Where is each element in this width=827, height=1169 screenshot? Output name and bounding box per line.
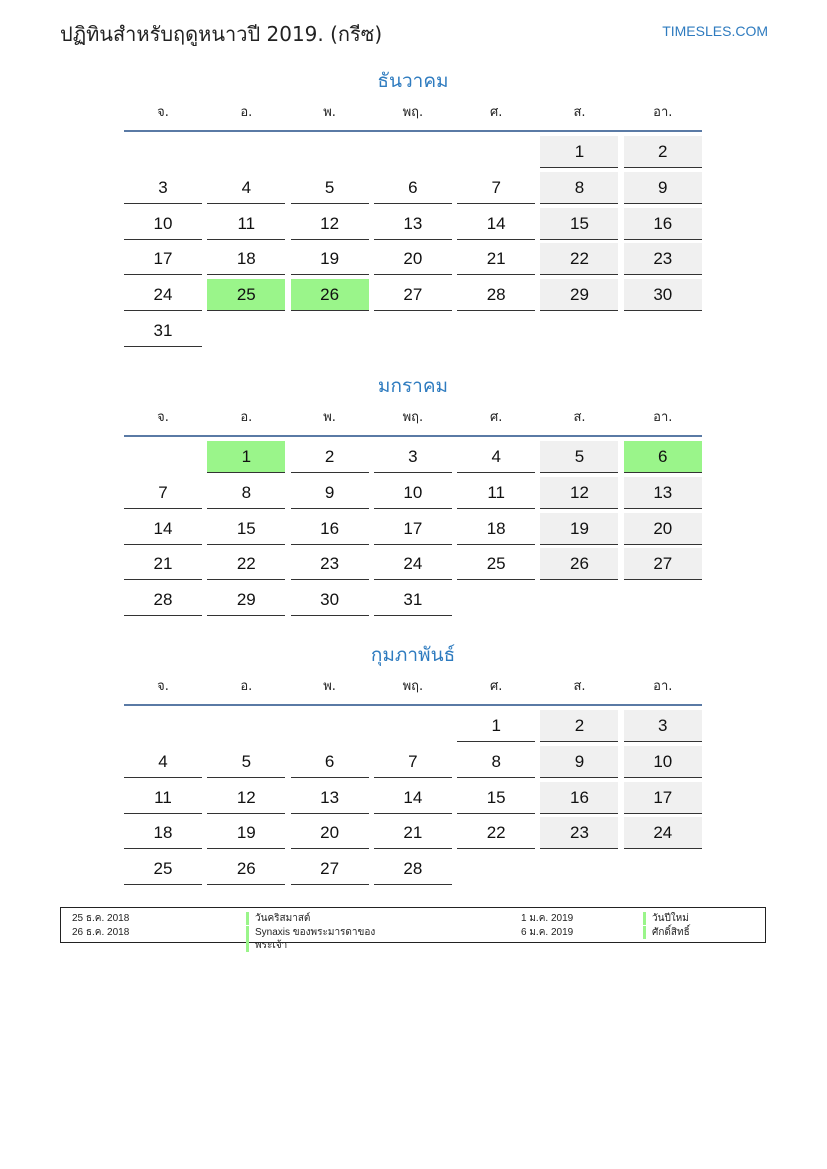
day-cell: 23 [624,243,702,275]
day-cell: 4 [457,441,535,473]
day-cell: 19 [291,243,369,275]
day-cell: 28 [374,853,452,885]
legend-holiday-name: Synaxis ของพระมารดาของพระเจ้า [246,926,402,952]
holiday-day-cell: 25 [207,279,285,311]
day-cell: 25 [124,853,202,885]
legend-item [72,912,402,925]
day-cell: 13 [624,477,702,509]
day-cell: 11 [124,782,202,814]
day-cell: 21 [124,548,202,580]
day-cell: 27 [624,548,702,580]
day-cell: 16 [291,513,369,545]
weekday-label: อ. [240,410,253,425]
legend-holiday-name: วันปีใหม่ [643,912,689,925]
day-cell: 28 [457,279,535,311]
empty-cell [457,136,535,168]
day-cell: 8 [457,746,535,778]
day-cell: 24 [124,279,202,311]
day-cell: 30 [291,584,369,616]
holiday-day-cell: 26 [291,279,369,311]
weekday-label: อา. [653,679,673,694]
weekday-label: พ. [323,410,336,425]
day-cell: 30 [624,279,702,311]
month-january [124,371,702,616]
month-title: มกราคม [377,375,449,397]
weekday-label: พฤ. [402,410,424,425]
month-title: ธันวาคม [377,70,449,92]
day-cell: 10 [374,477,452,509]
weekday-label: ส. [573,679,586,694]
day-cell: 26 [540,548,618,580]
weekday-label: จ. [157,105,169,120]
day-cell: 9 [291,477,369,509]
day-cell: 11 [207,208,285,240]
day-cell: 7 [124,477,202,509]
day-cell: 2 [540,710,618,742]
day-cell: 21 [457,243,535,275]
day-cell: 6 [374,172,452,204]
day-cell: 29 [207,584,285,616]
legend-date: 1 ม.ค. 2019 [521,913,574,924]
weekday-header [124,96,702,132]
day-cell: 14 [457,208,535,240]
legend-date: 25 ธ.ค. 2018 [72,913,130,924]
day-cell: 27 [374,279,452,311]
day-cell: 26 [207,853,285,885]
weekday-label: ศ. [489,410,503,425]
day-cell: 14 [124,513,202,545]
weekday-label: พฤ. [402,105,424,120]
day-cell: 3 [124,172,202,204]
day-cell: 22 [457,817,535,849]
day-cell: 14 [374,782,452,814]
legend-holiday-name: ศักดิ์สิทธิ์ [643,926,690,939]
empty-cell [207,136,285,168]
day-cell: 10 [124,208,202,240]
day-cell: 20 [624,513,702,545]
day-cell: 12 [291,208,369,240]
day-cell: 2 [624,136,702,168]
day-cell: 20 [291,817,369,849]
day-cell: 6 [291,746,369,778]
weekday-header [124,401,702,437]
empty-cell [124,441,202,473]
day-cell: 31 [374,584,452,616]
legend-item [521,912,761,925]
day-cell: 9 [540,746,618,778]
day-cell: 13 [374,208,452,240]
legend-item [521,926,761,939]
day-cell: 15 [540,208,618,240]
day-cell: 17 [374,513,452,545]
day-cell: 24 [624,817,702,849]
weekday-label: พ. [323,105,336,120]
day-cell: 23 [540,817,618,849]
holiday-day-cell: 6 [624,441,702,473]
weekday-label: อา. [653,105,673,120]
weekday-label: อ. [240,679,253,694]
legend-date: 6 ม.ค. 2019 [521,927,574,938]
legend-date: 26 ธ.ค. 2018 [72,927,130,938]
empty-cell [374,136,452,168]
weekday-header [124,670,702,706]
day-cell: 16 [624,208,702,240]
weekday-label: ศ. [489,679,503,694]
day-cell: 23 [291,548,369,580]
day-cell: 22 [540,243,618,275]
day-cell: 18 [457,513,535,545]
weekday-label: อ. [240,105,253,120]
day-cell: 7 [374,746,452,778]
day-cell: 28 [124,584,202,616]
day-cell: 20 [374,243,452,275]
day-cell: 11 [457,477,535,509]
day-cell: 5 [291,172,369,204]
day-cell: 7 [457,172,535,204]
legend-holiday-name: วันคริสมาสต์ [246,912,310,925]
empty-cell [207,710,285,742]
day-cell: 24 [374,548,452,580]
day-cell: 1 [457,710,535,742]
day-cell: 13 [291,782,369,814]
day-cell: 5 [540,441,618,473]
empty-cell [291,136,369,168]
page-title: ปฏิทินสำหรับฤดูหนาวปี 2019. (กรีซ) [60,22,383,46]
empty-cell [124,136,202,168]
day-grid [124,136,702,347]
day-cell: 10 [624,746,702,778]
day-cell: 18 [207,243,285,275]
weekday-label: พฤ. [402,679,424,694]
day-cell: 4 [124,746,202,778]
day-cell: 2 [291,441,369,473]
day-cell: 17 [124,243,202,275]
weekday-label: จ. [157,679,169,694]
empty-cell [374,710,452,742]
day-cell: 1 [540,136,618,168]
day-cell: 9 [624,172,702,204]
day-cell: 18 [124,817,202,849]
day-cell: 8 [207,477,285,509]
day-cell: 22 [207,548,285,580]
day-cell: 16 [540,782,618,814]
brand-link[interactable]: TIMESLES.COM [662,23,768,39]
weekday-label: จ. [157,410,169,425]
day-cell: 12 [540,477,618,509]
day-cell: 5 [207,746,285,778]
month-december [124,66,702,347]
day-grid [124,441,702,616]
day-cell: 15 [457,782,535,814]
day-cell: 3 [624,710,702,742]
legend-item [72,926,402,951]
month-title: กุมภาพันธ์ [370,644,456,666]
month-february [124,640,702,885]
day-cell: 4 [207,172,285,204]
weekday-label: อา. [653,410,673,425]
empty-cell [291,710,369,742]
day-cell: 25 [457,548,535,580]
holiday-legend [60,907,766,951]
day-cell: 19 [207,817,285,849]
weekday-label: ส. [573,105,586,120]
day-cell: 8 [540,172,618,204]
day-grid [124,710,702,885]
day-cell: 27 [291,853,369,885]
weekday-label: ส. [573,410,586,425]
empty-cell [124,710,202,742]
day-cell: 3 [374,441,452,473]
day-cell: 12 [207,782,285,814]
day-cell: 21 [374,817,452,849]
weekday-label: ศ. [489,105,503,120]
day-cell: 15 [207,513,285,545]
day-cell: 29 [540,279,618,311]
day-cell: 19 [540,513,618,545]
weekday-label: พ. [323,679,336,694]
holiday-day-cell: 1 [207,441,285,473]
day-cell: 17 [624,782,702,814]
day-cell: 31 [124,315,202,347]
